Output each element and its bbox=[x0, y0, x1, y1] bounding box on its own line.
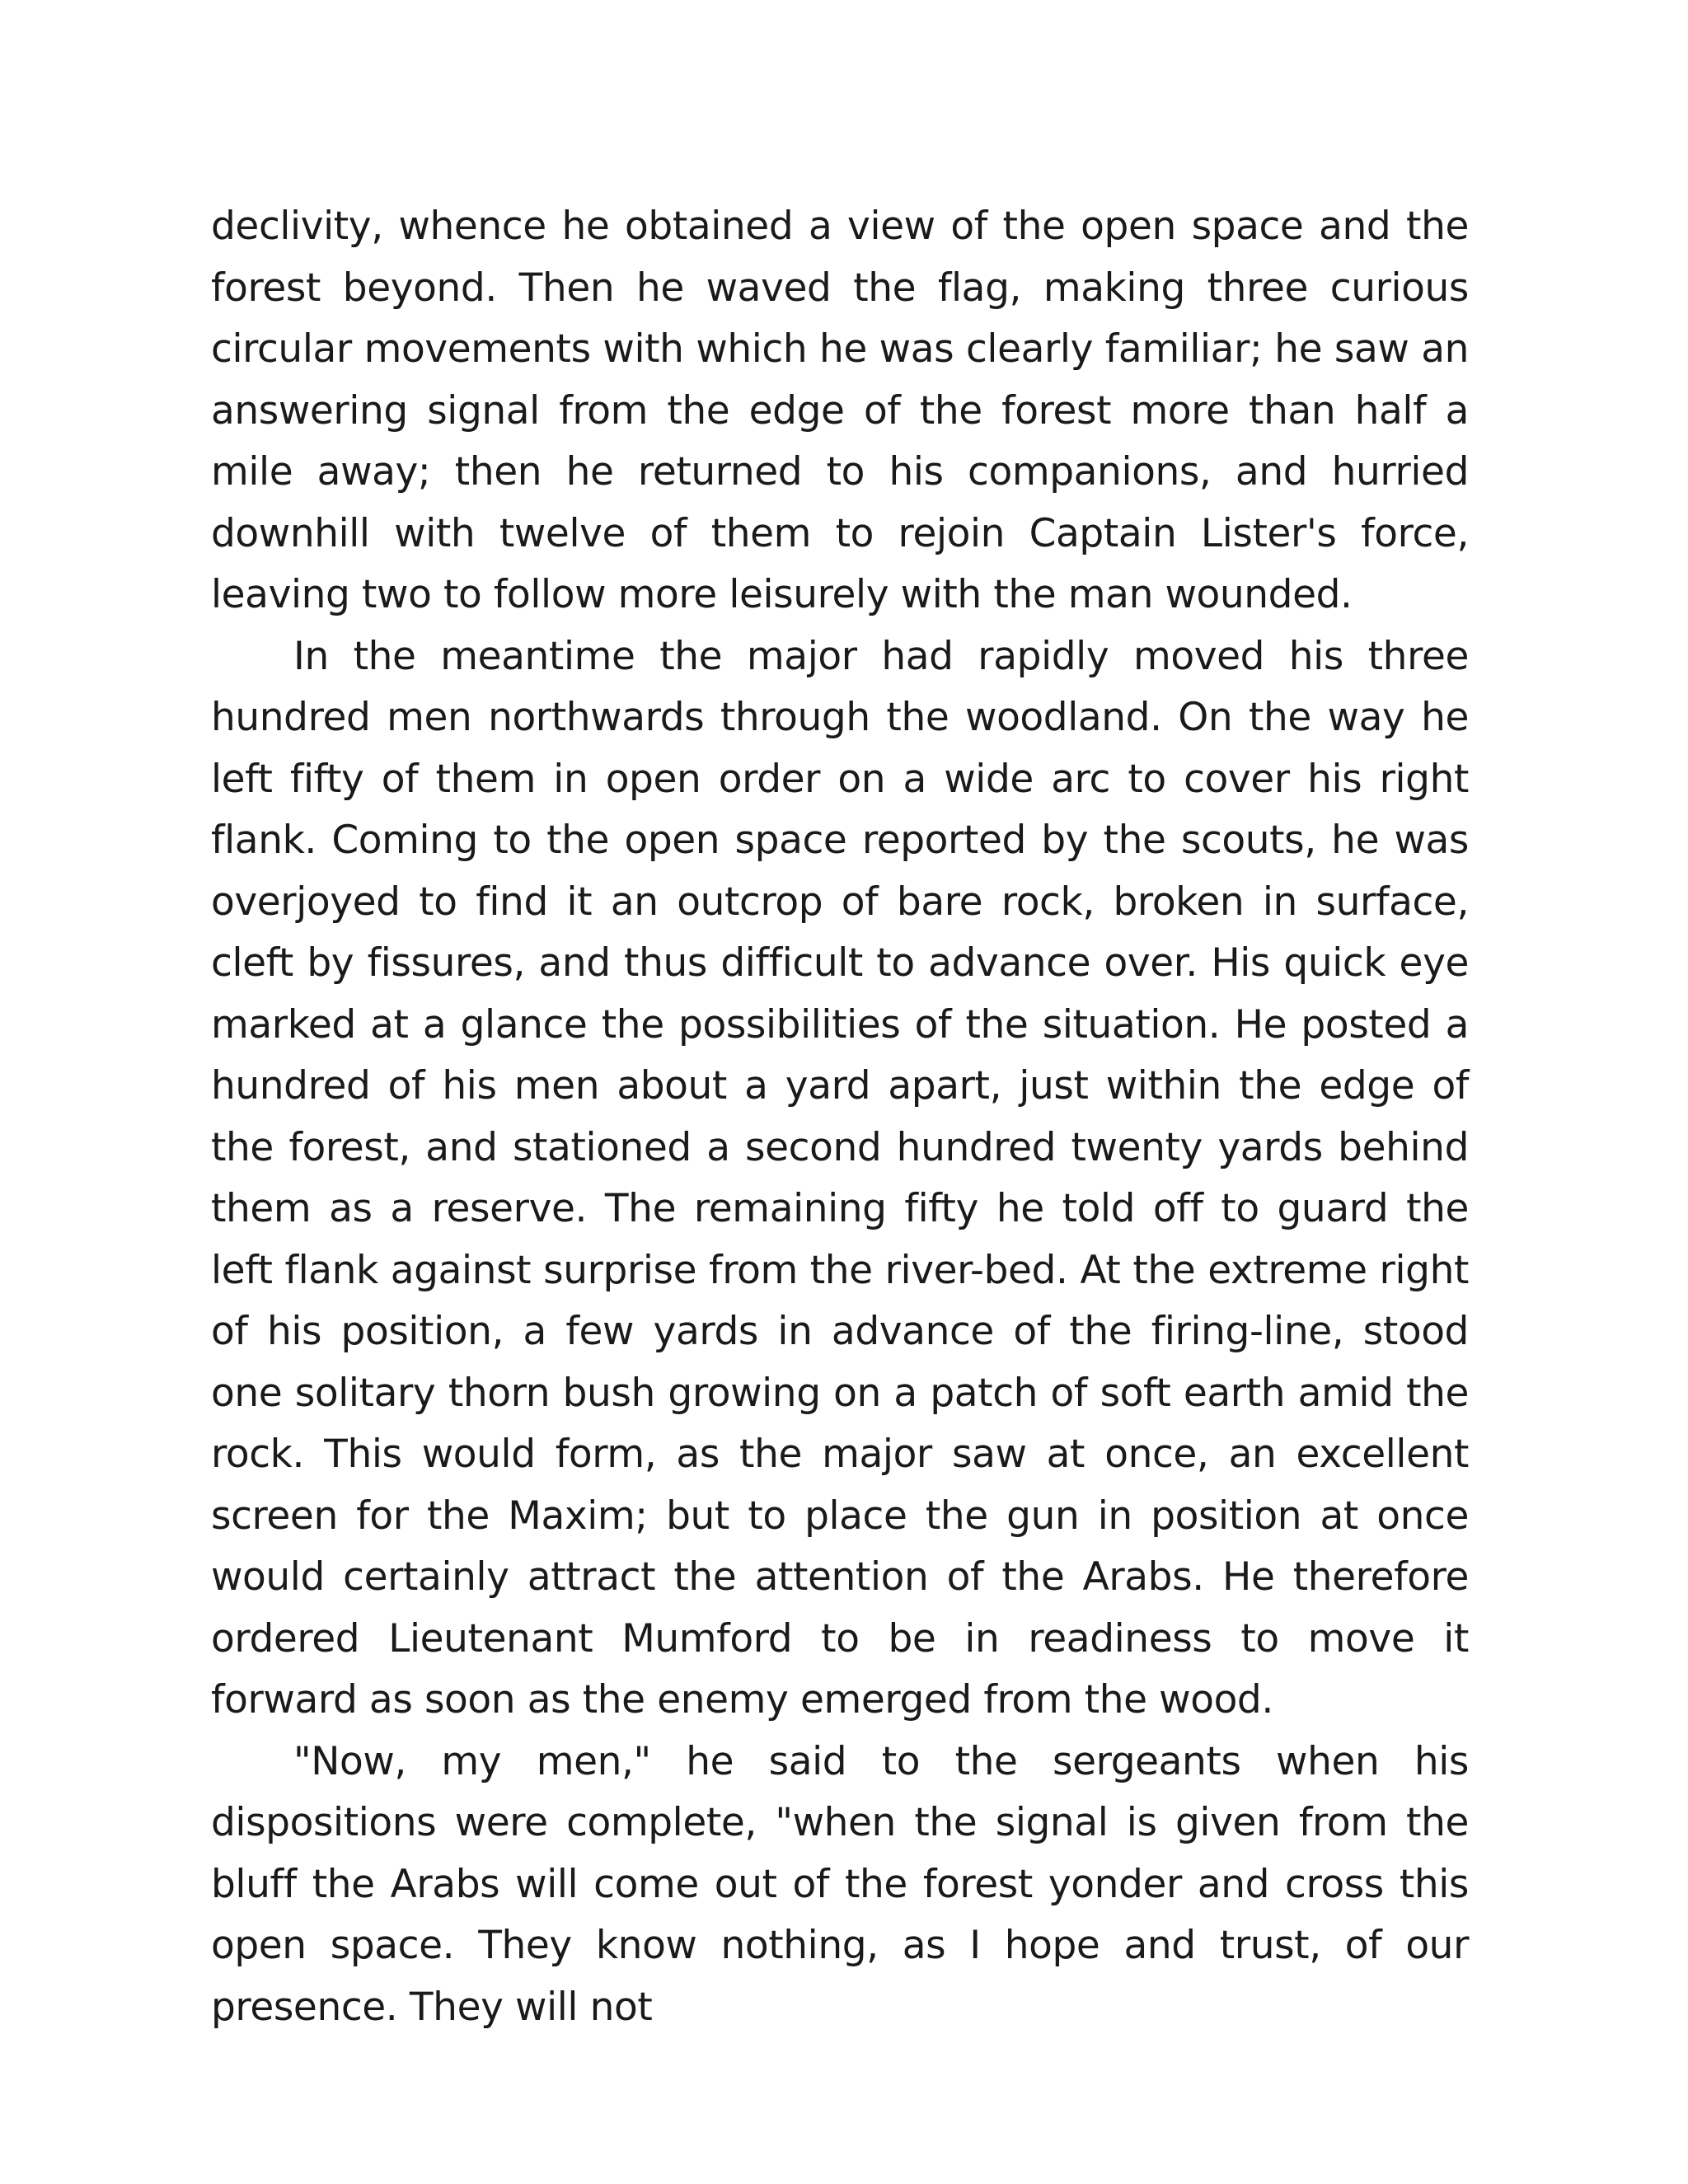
paragraph-2: In the meantime the major had rapidly moved his three hundred men northwards through the woodland. On the way he left fifty of them in open order on a wide arc to cover his right flank. Coming to the open space reported by the scouts, he was overjoyed to find it an outcrop of bare rock, broken in surface, cleft by fissures, and thus difficult to advance over. His quick eye marked at a glance the possibilities of the situation. He posted a hundred of his men about a yard apart, just within the edge of the forest, and stationed a second hundred twenty yards behind them as a reserve. The remaining fifty he told off to guard the left flank against surprise from the river-bed. At the extreme right of his position, a few yards in advance of the firing-line, stood one solitary thorn bush growing on a patch of soft earth amid the rock. This would form, as the major saw at once, an excellent screen for the Maxim; but to place the gun in position at once would certainly attract the attention of the Arabs. He therefore ordered Lieutenant Mumford to be in readiness to move it forward as soon as the enemy emerged from the wood. bbox=[211, 633, 1469, 1722]
paragraph-1: declivity, whence he obtained a view of the open space and the forest beyond. Then he waved the flag, making three curious circular movements with which he was clearly familiar; he saw an answering signal from the edge of the forest more than half a mile away; then he returned to his companions, and hurried downhill with twelve of them to rejoin Captain Lister's force, leaving two to follow more leisurely with the man wounded. bbox=[211, 204, 1469, 617]
body-text bbox=[211, 196, 1469, 2038]
paragraph-3: "Now, my men," he said to the sergeants when his dispositions were complete, "when the signal is given from the bluff the Arabs will come out of the forest yonder and cross this open space. They know nothing, as I hope and trust, of our presence. They will not bbox=[211, 1738, 1469, 2030]
